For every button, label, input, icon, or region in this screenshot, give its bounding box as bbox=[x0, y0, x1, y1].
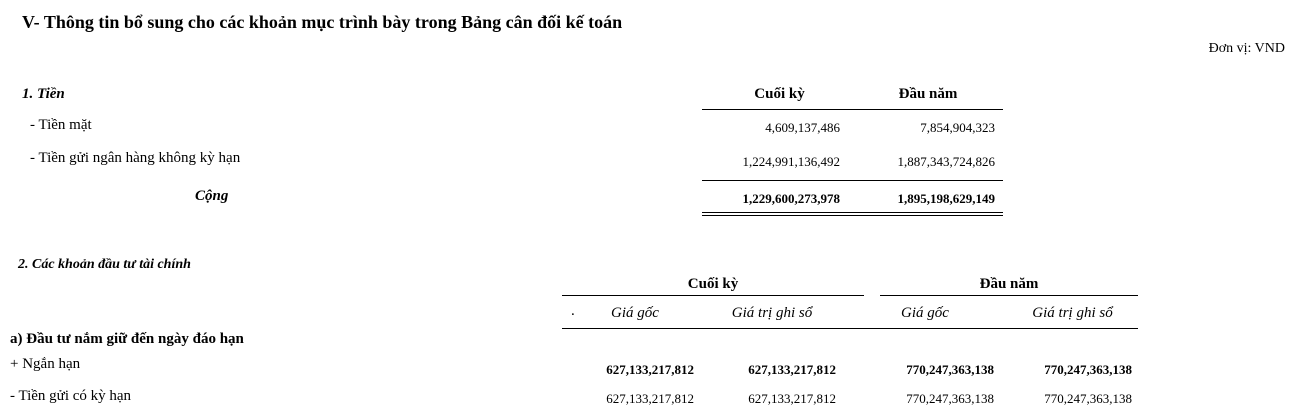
total-value-end: 1,229,600,273,978 bbox=[742, 191, 840, 206]
row-value-start: 1,887,343,724,826 bbox=[897, 154, 995, 169]
row-value: 627,133,217,812 bbox=[606, 362, 694, 377]
row-label: - Tiền gửi có kỳ hạn bbox=[10, 388, 132, 404]
row-label: - Tiền gửi ngân hàng không kỳ hạn bbox=[30, 150, 241, 166]
row-label: - Tiền mặt bbox=[30, 117, 92, 133]
group-underline-end bbox=[562, 295, 864, 296]
total-value-start: 1,895,198,629,149 bbox=[897, 191, 995, 206]
col-header-start: Đầu năm bbox=[898, 86, 958, 102]
total-line-top bbox=[702, 180, 1003, 181]
total-label: Cộng bbox=[195, 188, 229, 204]
row-value: 770,247,363,138 bbox=[906, 362, 994, 377]
unit-label: Đơn vị: VND bbox=[1208, 41, 1285, 56]
total-double-line-1 bbox=[702, 212, 1003, 213]
group-underline-start bbox=[880, 295, 1138, 296]
dot-mark: . bbox=[571, 303, 575, 319]
sub-col-header: Giá gốc bbox=[901, 305, 949, 321]
page-title: V- Thông tin bổ sung cho các khoản mục trình bày trong Bảng cân đối kế toán bbox=[22, 12, 623, 32]
group-header-start: Đầu năm bbox=[979, 276, 1039, 292]
section-2-heading: 2. Các khoản đầu tư tài chính bbox=[18, 257, 191, 272]
col-header-end: Cuối kỳ bbox=[754, 86, 805, 102]
section-1-heading: 1. Tiền bbox=[22, 86, 65, 102]
sub-col-header: Giá trị ghi sổ bbox=[731, 305, 813, 321]
header-underline bbox=[702, 109, 1003, 110]
row-value: 770,247,363,138 bbox=[1044, 362, 1132, 377]
row-value: 627,133,217,812 bbox=[748, 362, 836, 377]
row-value: 627,133,217,812 bbox=[748, 391, 836, 406]
row-value-end: 4,609,137,486 bbox=[765, 120, 840, 135]
total-double-line-2 bbox=[702, 215, 1003, 216]
row-value: 770,247,363,138 bbox=[1044, 391, 1132, 406]
sub-col-underline bbox=[562, 328, 1138, 329]
sub-col-header: Giá trị ghi sổ bbox=[1032, 305, 1113, 321]
group-header-end: Cuối kỳ bbox=[687, 276, 739, 292]
sub-col-header: Giá gốc bbox=[611, 305, 659, 321]
row-label: + Ngắn hạn bbox=[10, 356, 81, 372]
row-value-end: 1,224,991,136,492 bbox=[742, 154, 840, 169]
subheading: a) Đầu tư nắm giữ đến ngày đáo hạn bbox=[10, 331, 244, 347]
row-value: 627,133,217,812 bbox=[606, 391, 694, 406]
row-value: 770,247,363,138 bbox=[906, 391, 994, 406]
row-value-start: 7,854,904,323 bbox=[920, 120, 995, 135]
